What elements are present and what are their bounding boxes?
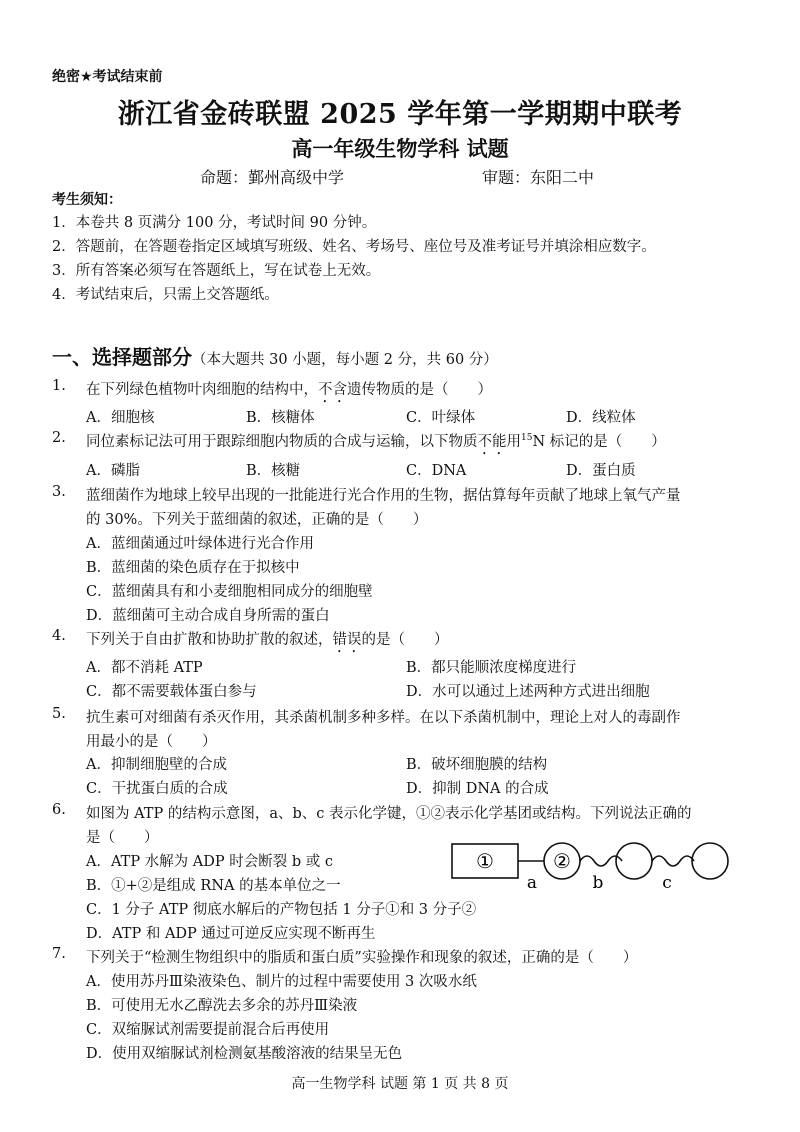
question-number: 6. (52, 802, 66, 818)
reviewer-line: 审题：东阳二中 (482, 168, 595, 187)
question-number: 2. (52, 430, 66, 446)
option: D．水可以通过上述两种方式进出细胞 (406, 684, 650, 700)
bond-label-b: b (592, 873, 604, 893)
option: A．抑制细胞壁的合成 (86, 757, 227, 773)
option: B．①+②是组成 RNA 的基本单位之一 (86, 878, 341, 894)
page-footer: 高一生物学科 试题 第 1 页 共 8 页 (291, 1076, 509, 1092)
question-stem: 如图为 ATP 的结构示意图，a、b、c 表示化学键，①②表示化学基团或结构。下列说法正确的 (86, 806, 692, 822)
atp-structure-diagram (448, 838, 748, 894)
question-stem (86, 430, 666, 458)
notice-item: 3．所有答案必须写在答题纸上，写在试卷上无效。 (52, 263, 381, 279)
option: A．使用苏丹Ⅲ染液染色、制片的过程中需要使用 3 次吸水纸 (86, 974, 477, 990)
option: A．ATP 水解为 ADP 时会断裂 b 或 c (86, 854, 333, 870)
confidential-mark: 绝密★考试结束前 (52, 69, 163, 85)
question-stem: 蓝细菌作为地球上较早出现的一批能进行光合作用的生物，据估算每年贡献了地球上氧气产量 (86, 488, 681, 504)
diagram-label-1: ① (476, 849, 494, 873)
option: A．磷脂 (86, 463, 140, 479)
question-number: 7. (52, 946, 66, 962)
exam-subtitle: 高一年级生物学科 试题 (291, 136, 509, 161)
phosphate-circle (692, 843, 728, 879)
emphasis-text: 错误 (332, 632, 362, 648)
bond-label-a: a (526, 873, 538, 893)
question-stem: 是（ ） (86, 830, 159, 846)
option: C．1 分子 ATP 彻底水解后的产物包括 1 分子①和 3 分子② (86, 902, 477, 918)
option: D．ATP 和 ADP 通过可逆反应实现不断再生 (86, 926, 376, 942)
question-number: 1. (52, 378, 66, 394)
option: B．可使用无水乙醇洗去多余的苏丹Ⅲ染液 (86, 998, 358, 1014)
option: D．蛋白质 (566, 463, 636, 479)
option: C．双缩脲试剂需要提前混合后再使用 (86, 1022, 330, 1038)
question-stem: 的 30%。下列关于蓝细菌的叙述，正确的是（ ） (86, 512, 428, 528)
question-stem: 抗生素可对细菌有杀灭作用，其杀菌机制多种多样。在以下杀菌机制中，理论上对人的毒副作 (86, 710, 681, 726)
question-stem (86, 628, 449, 656)
author-line: 命题：鄞州高级中学 (200, 168, 345, 187)
section-note: （本大题共 30 小题，每小题 2 分，共 60 分） (192, 352, 498, 368)
section-title (52, 341, 498, 370)
notice-heading: 考生须知： (52, 192, 122, 208)
question-number: 5. (52, 706, 66, 722)
stem-text: 的是（ ） (361, 632, 449, 648)
emphasis-text: 不含 (318, 382, 347, 398)
notice-item: 2．答题前，在答题卷指定区域填写班级、姓名、考场号、座位号及准考证号并填涂相应数字。 (52, 239, 656, 255)
stem-text: 在下列绿色植物叶肉细胞的结构中， (86, 382, 318, 398)
diagram-label-2: ② (553, 849, 571, 873)
option: C．都不需要载体蛋白参与 (86, 684, 257, 700)
notice-item: 1．本卷共 8 页满分 100 分，考试时间 90 分钟。 (52, 215, 377, 231)
option: B．核糖 (246, 463, 301, 479)
option: B．核糖体 (246, 410, 315, 426)
exam-title: 浙江省金砖联盟 2025 学年第一学期期中联考 (117, 99, 683, 130)
option: C．干扰蛋白质的合成 (86, 781, 228, 797)
option: D．使用双缩脲试剂检测氨基酸溶液的结果呈无色 (86, 1046, 403, 1062)
option: D．抑制 DNA 的合成 (406, 781, 549, 797)
question-stem (86, 378, 492, 406)
emphasis-text: 不能 (477, 434, 507, 450)
superscript: 15 (521, 433, 533, 444)
option: C．蓝细菌具有和小麦细胞相同成分的细胞壁 (86, 584, 373, 600)
option: A．都不消耗 ATP (86, 660, 203, 676)
option: C．叶绿体 (406, 410, 476, 426)
stem-text: 同位素标记法可用于跟踪细胞内物质的合成与运输，以下物质 (86, 434, 478, 450)
question-stem: 用最小的是（ ） (86, 734, 217, 750)
stem-text: 用 (506, 434, 521, 450)
option: B．蓝细菌的染色质存在于拟核中 (86, 560, 300, 576)
stem-text: 遗传物质的是（ ） (347, 382, 492, 398)
bond-c-line (652, 856, 694, 866)
option: C．DNA (406, 463, 467, 479)
notice-item: 4．考试结束后，只需上交答题纸。 (52, 287, 279, 303)
option: D．蓝细菌可主动合成自身所需的蛋白 (86, 608, 330, 624)
option: B．破坏细胞膜的结构 (406, 757, 548, 773)
option: B．都只能顺浓度梯度进行 (406, 660, 577, 676)
stem-text: 下列关于自由扩散和协助扩散的叙述， (86, 632, 333, 648)
option: A．蓝细菌通过叶绿体进行光合作用 (86, 536, 314, 552)
question-number: 3. (52, 484, 66, 500)
question-number: 4. (52, 628, 66, 644)
option: A．细胞核 (86, 410, 155, 426)
question-stem: 下列关于“检测生物组织中的脂质和蛋白质”实验操作和现象的叙述，正确的是（ ） (86, 950, 638, 966)
stem-text: N 标记的是（ ） (532, 434, 666, 450)
section-title-text: 一、选择题部分 (52, 345, 192, 369)
option: D．线粒体 (566, 410, 636, 426)
bond-label-c: c (662, 873, 672, 893)
